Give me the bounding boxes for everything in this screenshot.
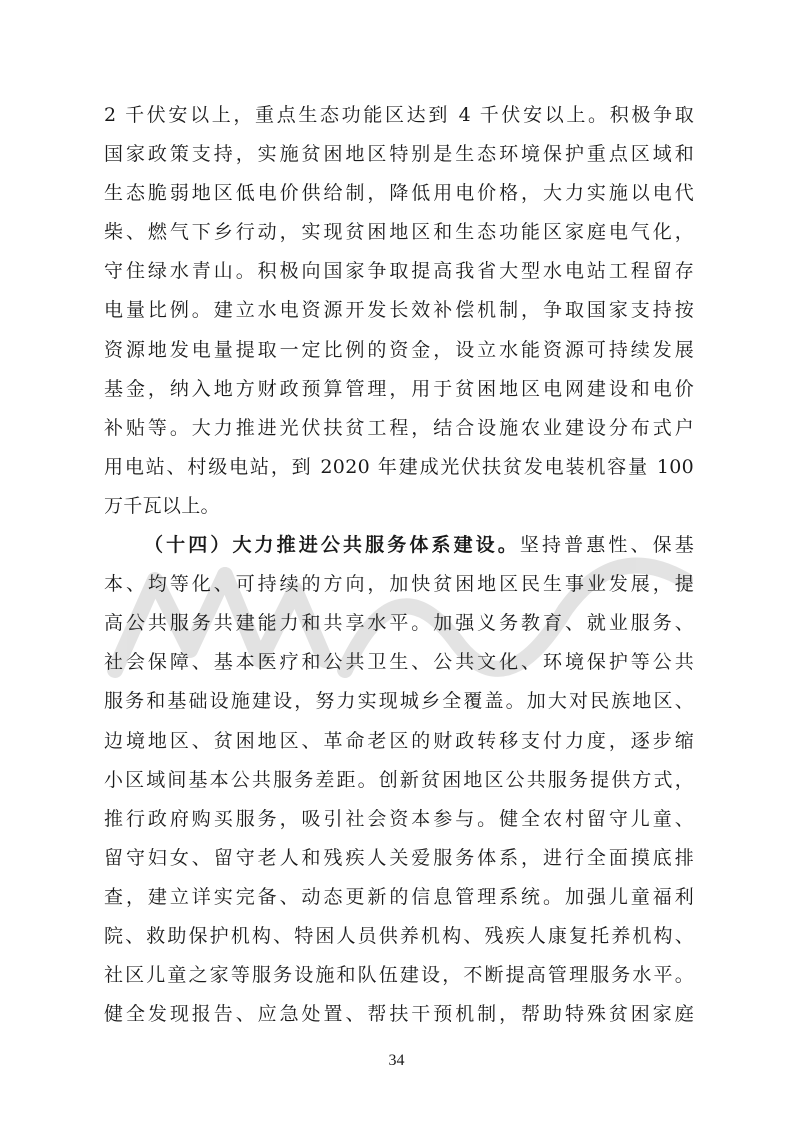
- text-line: 基金，纳入地方财政预算管理，用于贫困地区电网建设和电价: [104, 377, 694, 400]
- text-line: 高公共服务共建能力和共享水平。加强义务教育、就业服务、: [104, 612, 694, 635]
- section-14-first-line-text: 坚持普惠性、保基: [519, 534, 694, 557]
- text-line: 院、救助保护机构、特困人员供养机构、残疾人康复托养机构、: [104, 924, 694, 947]
- text-line: 补贴等。大力推进光伏扶贫工程，结合设施农业建设分布式户: [104, 416, 694, 439]
- text-line: 查，建立详实完备、动态更新的信息管理系统。加强儿童福利: [104, 885, 694, 908]
- text-line: 小区域间基本公共服务差距。创新贫困地区公共服务提供方式，: [104, 768, 694, 791]
- text-line: 用电站、村级电站，到 2020 年建成光伏扶贫发电装机容量 100: [104, 455, 694, 478]
- text-line: 2 千伏安以上，重点生态功能区达到 4 千伏安以上。积极争取: [104, 104, 694, 126]
- text-line: 资源地发电量提取一定比例的资金，设立水能资源可持续发展: [104, 338, 694, 361]
- text-line: 国家政策支持，实施贫困地区特别是生态环境保护重点区域和: [104, 143, 694, 166]
- page-number: 34: [388, 1052, 405, 1069]
- text-line: 生态脆弱地区低电价供给制，降低用电价格，大力实施以电代: [104, 182, 694, 205]
- text-line: 边境地区、贫困地区、革命老区的财政转移支付力度，逐步缩: [104, 729, 694, 752]
- text-line: 社会保障、基本医疗和公共卫生、公共文化、环境保护等公共: [104, 651, 694, 674]
- text-line: 留守妇女、留守老人和残疾人关爱服务体系，进行全面摸底排: [104, 846, 694, 869]
- section-14-first-line: [104, 526, 694, 565]
- text-line: 电量比例。建立水电资源开发长效补偿机制，争取国家支持按: [104, 299, 694, 322]
- text-line: 本、均等化、可持续的方向，加快贫困地区民生事业发展，提: [104, 573, 694, 596]
- section-14-heading: （十四）大力推进公共服务体系建设。: [144, 534, 520, 557]
- text-line: 推行政府购买服务，吸引社会资本参与。健全农村留守儿童、: [104, 807, 694, 830]
- body-text: [104, 96, 694, 1034]
- text-line: 守住绿水青山。积极向国家争取提高我省大型水电站工程留存: [104, 260, 694, 283]
- text-line: 健全发现报告、应急处置、帮扶干预机制，帮助特殊贫困家庭: [104, 1003, 694, 1026]
- text-line: 柴、燃气下乡行动，实现贫困地区和生态功能区家庭电气化，: [104, 221, 694, 244]
- text-line: 社区儿童之家等服务设施和队伍建设，不断提高管理服务水平。: [104, 964, 694, 987]
- text-line: 万千瓦以上。: [104, 494, 220, 517]
- text-line: 服务和基础设施建设，努力实现城乡全覆盖。加大对民族地区、: [104, 690, 694, 713]
